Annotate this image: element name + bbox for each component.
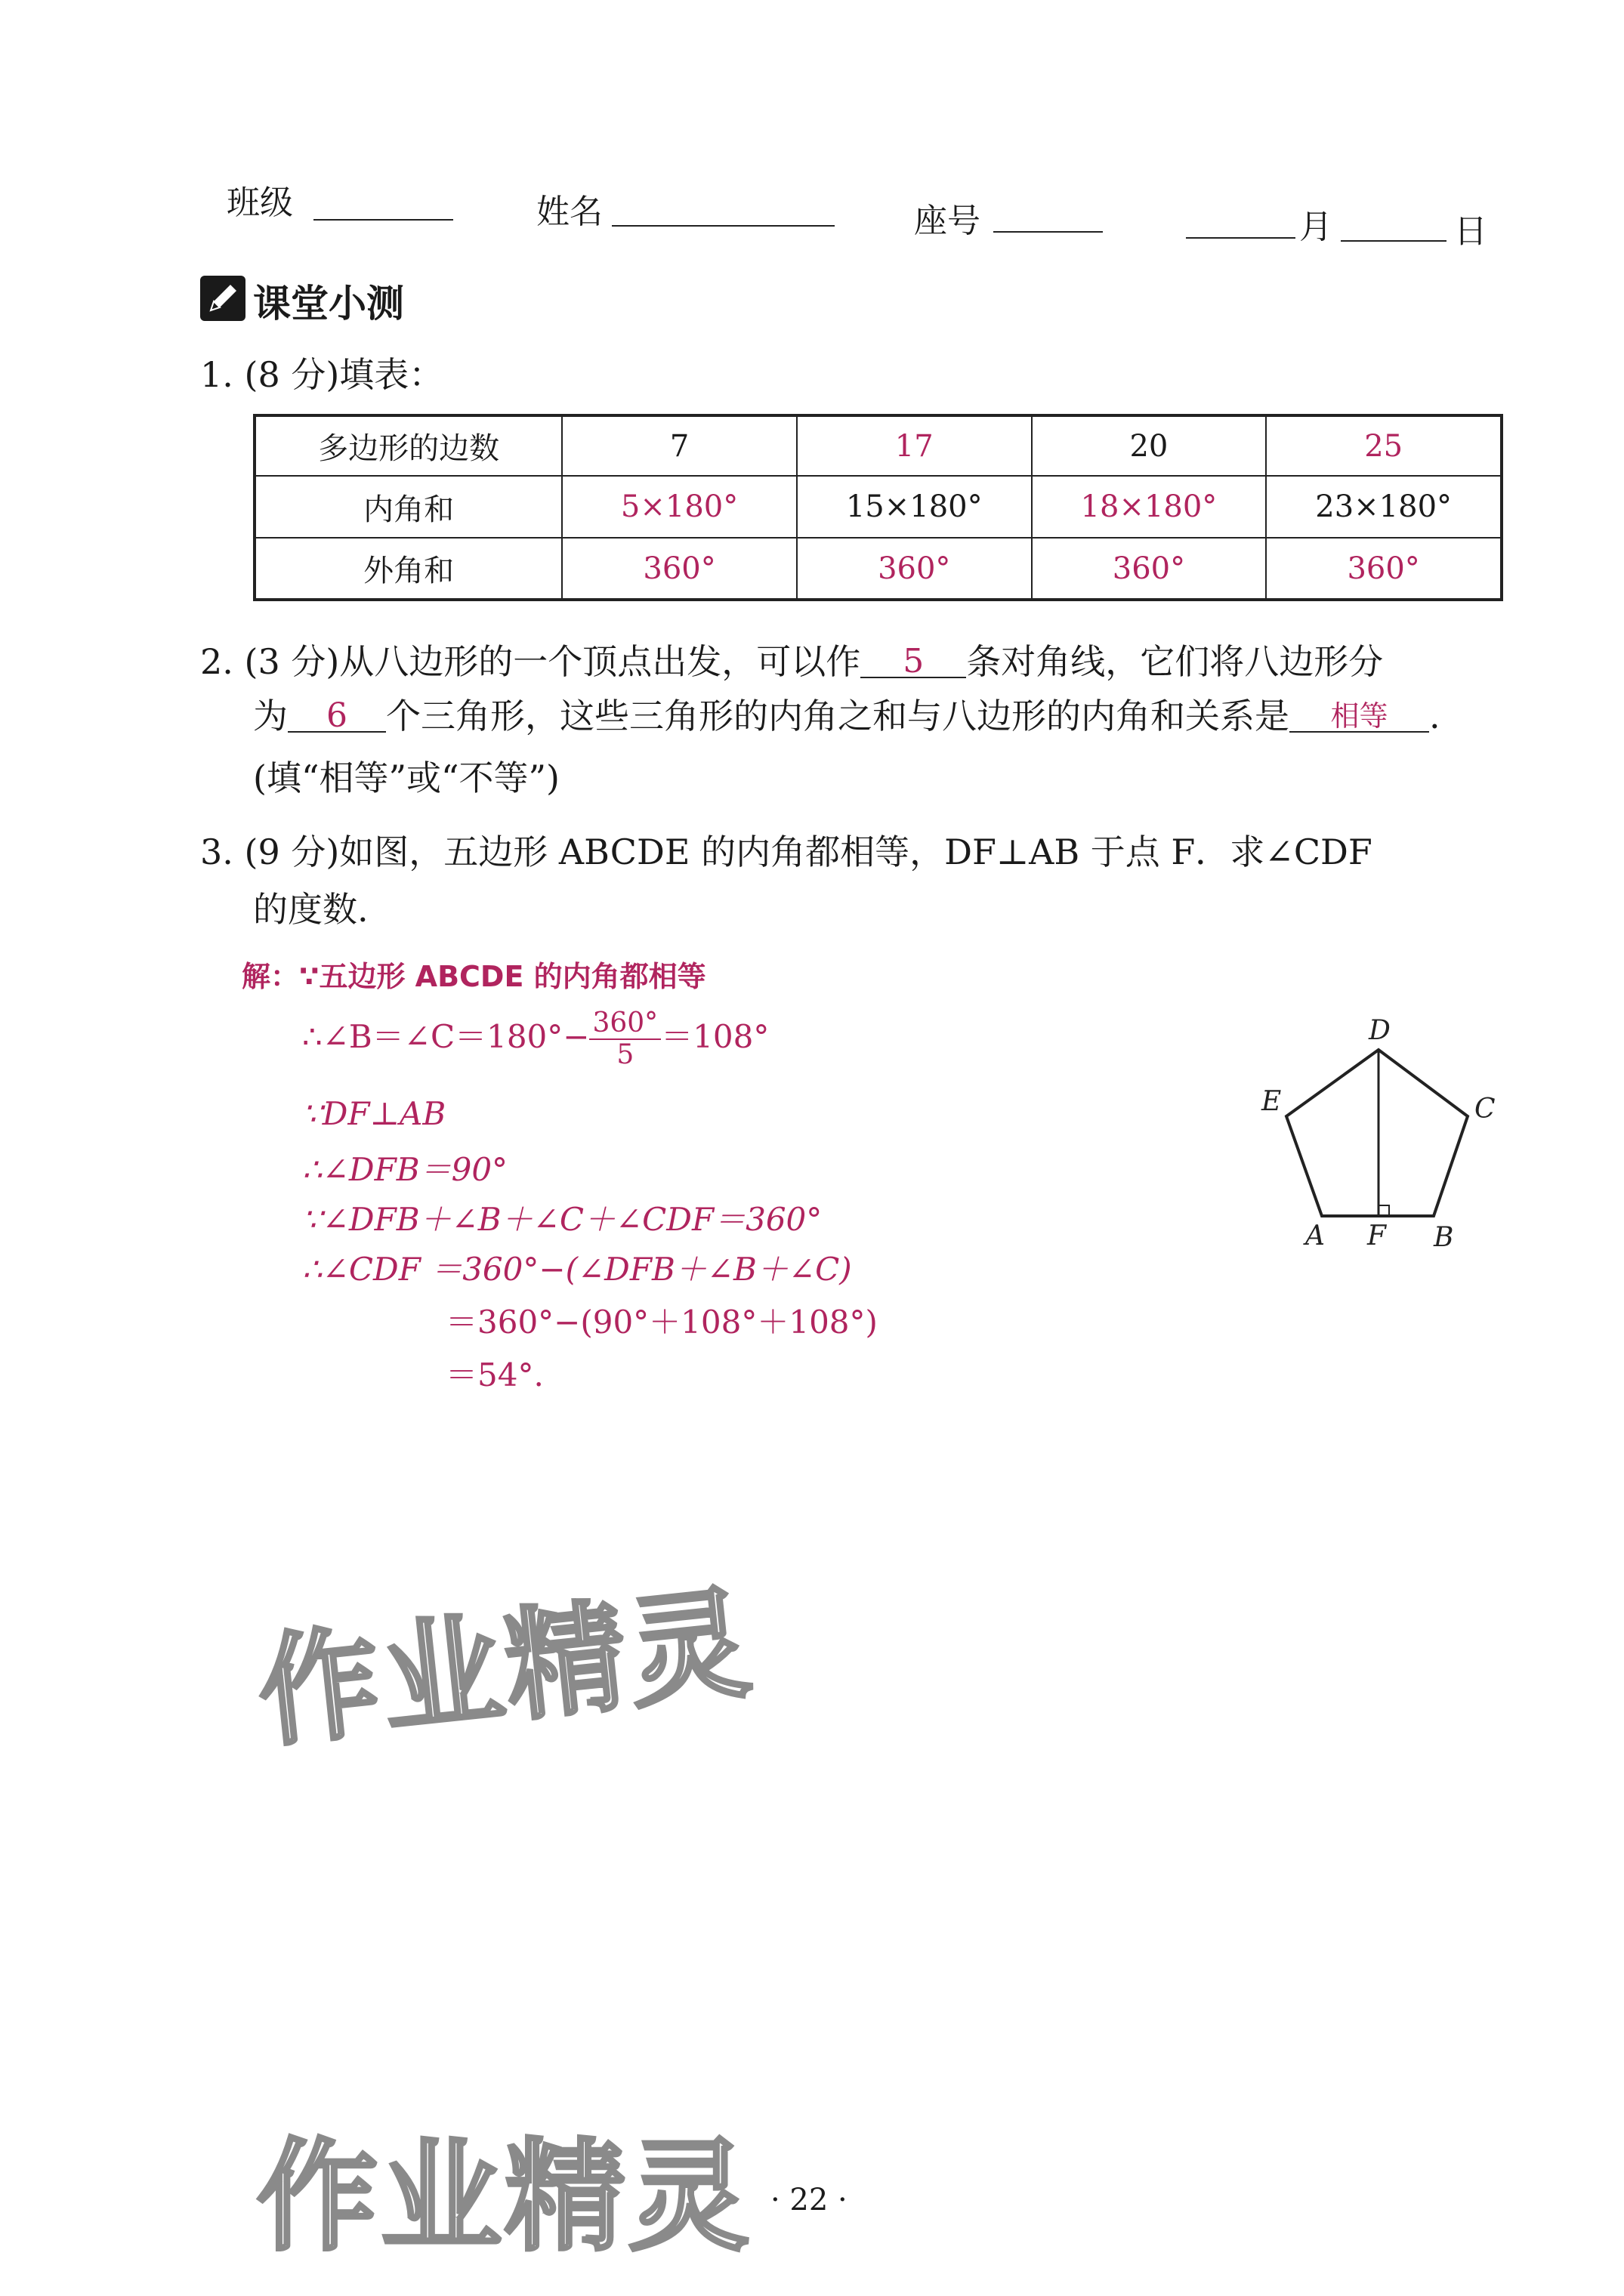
solution-line — [302, 1008, 769, 1070]
q2-line2 — [253, 689, 1440, 743]
solution-line: ∵DF⊥AB — [302, 1095, 446, 1132]
table-cell: 外角和 — [255, 538, 562, 600]
q2-answer-1: 5 — [903, 642, 925, 680]
answer-cell: 360° — [562, 538, 797, 600]
watermark: 作业精灵 — [257, 2126, 753, 2267]
table-cell: 23×180° — [1266, 476, 1502, 538]
answer-cell: 25 — [1266, 415, 1502, 476]
answer-cell: 5×180° — [562, 476, 797, 538]
solution-line: ＝54°. — [446, 1356, 544, 1393]
solution-line: 解：∵五边形 ABCDE 的内角都相等 — [242, 960, 706, 993]
month-label: 月 — [1299, 208, 1332, 246]
class-label: 班级 — [227, 184, 293, 222]
solution-line: ＝360°−(90°＋108°＋108°) — [446, 1304, 878, 1341]
q2-blank-1[interactable] — [860, 639, 966, 678]
day-blank[interactable] — [1341, 240, 1446, 242]
q2-line1 — [200, 634, 1383, 689]
solution-line: ∵∠DFB＋∠B＋∠C＋∠CDF＝360° — [302, 1201, 823, 1238]
solution-line: ∴∠CDF ＝360°−(∠DFB＋∠B＋∠C) — [302, 1251, 852, 1288]
answer-cell: 17 — [797, 415, 1032, 476]
fraction — [589, 1008, 661, 1070]
solution-line: ∴∠DFB＝90° — [302, 1151, 508, 1188]
pentagon-figure — [1239, 1004, 1511, 1261]
q2-text: 个三角形，这些三角形的内角之和与八边形的内角和关系是 — [386, 696, 1289, 736]
fraction-numerator: 360° — [589, 1008, 661, 1040]
label-a: A — [1305, 1221, 1325, 1251]
answer-cell: 360° — [1266, 538, 1502, 600]
name-label: 姓名 — [536, 193, 603, 231]
pentagon-outline — [1286, 1050, 1468, 1216]
q1-prefix: 1. (8 分)填表： — [200, 354, 444, 395]
seat-label: 座号 — [914, 202, 980, 240]
polygon-table — [253, 414, 1503, 601]
label-c: C — [1474, 1094, 1496, 1125]
label-e: E — [1261, 1086, 1282, 1117]
watermark: 作业精灵 — [252, 1572, 760, 1764]
table-cell: 7 — [562, 415, 797, 476]
answer-cell: 360° — [797, 538, 1032, 600]
class-blank[interactable] — [313, 219, 453, 221]
section-title: 课堂小测 — [253, 282, 404, 326]
name-blank[interactable] — [612, 225, 835, 227]
pencil-icon — [200, 276, 245, 321]
q2-blank-2[interactable] — [288, 693, 386, 733]
table-cell: 15×180° — [797, 476, 1032, 538]
right-angle-mark — [1379, 1205, 1389, 1216]
label-f: F — [1367, 1221, 1386, 1251]
q2-text: . — [1429, 696, 1440, 736]
table-cell: 内角和 — [255, 476, 562, 538]
page-number: · 22 · — [770, 2183, 848, 2217]
month-blank[interactable] — [1186, 237, 1295, 239]
table-row — [255, 415, 1502, 476]
label-d: D — [1369, 1015, 1391, 1046]
q2-text: 2. (3 分)从八边形的一个顶点出发，可以作 — [200, 641, 861, 682]
table-cell: 多边形的边数 — [255, 415, 562, 476]
fraction-denominator: 5 — [616, 1039, 634, 1070]
table-row — [255, 476, 1502, 538]
seat-blank[interactable] — [993, 231, 1103, 233]
label-b: B — [1434, 1222, 1454, 1253]
solution-text: ∴∠B＝∠C＝180°− — [302, 1018, 590, 1055]
q2-answer-3: 相等 — [1330, 699, 1388, 733]
q2-text: 为 — [253, 696, 288, 736]
q2-text: 条对角线，它们将八边形分 — [966, 641, 1384, 682]
solution-text: ＝108° — [661, 1018, 770, 1055]
table-row — [255, 538, 1502, 600]
q3-line2: 的度数. — [253, 889, 369, 930]
day-label: 日 — [1454, 212, 1487, 251]
q2-blank-3[interactable] — [1289, 693, 1429, 733]
q3-line1: 3. (9 分)如图，五边形 ABCDE 的内角都相等，DF⊥AB 于点 F．求∠CDF — [200, 832, 1372, 872]
q2-answer-2: 6 — [326, 696, 347, 735]
table-cell: 20 — [1032, 415, 1267, 476]
answer-cell: 360° — [1032, 538, 1267, 600]
q2-line3: (填“相等”或“不等”) — [253, 758, 560, 798]
answer-cell: 18×180° — [1032, 476, 1267, 538]
